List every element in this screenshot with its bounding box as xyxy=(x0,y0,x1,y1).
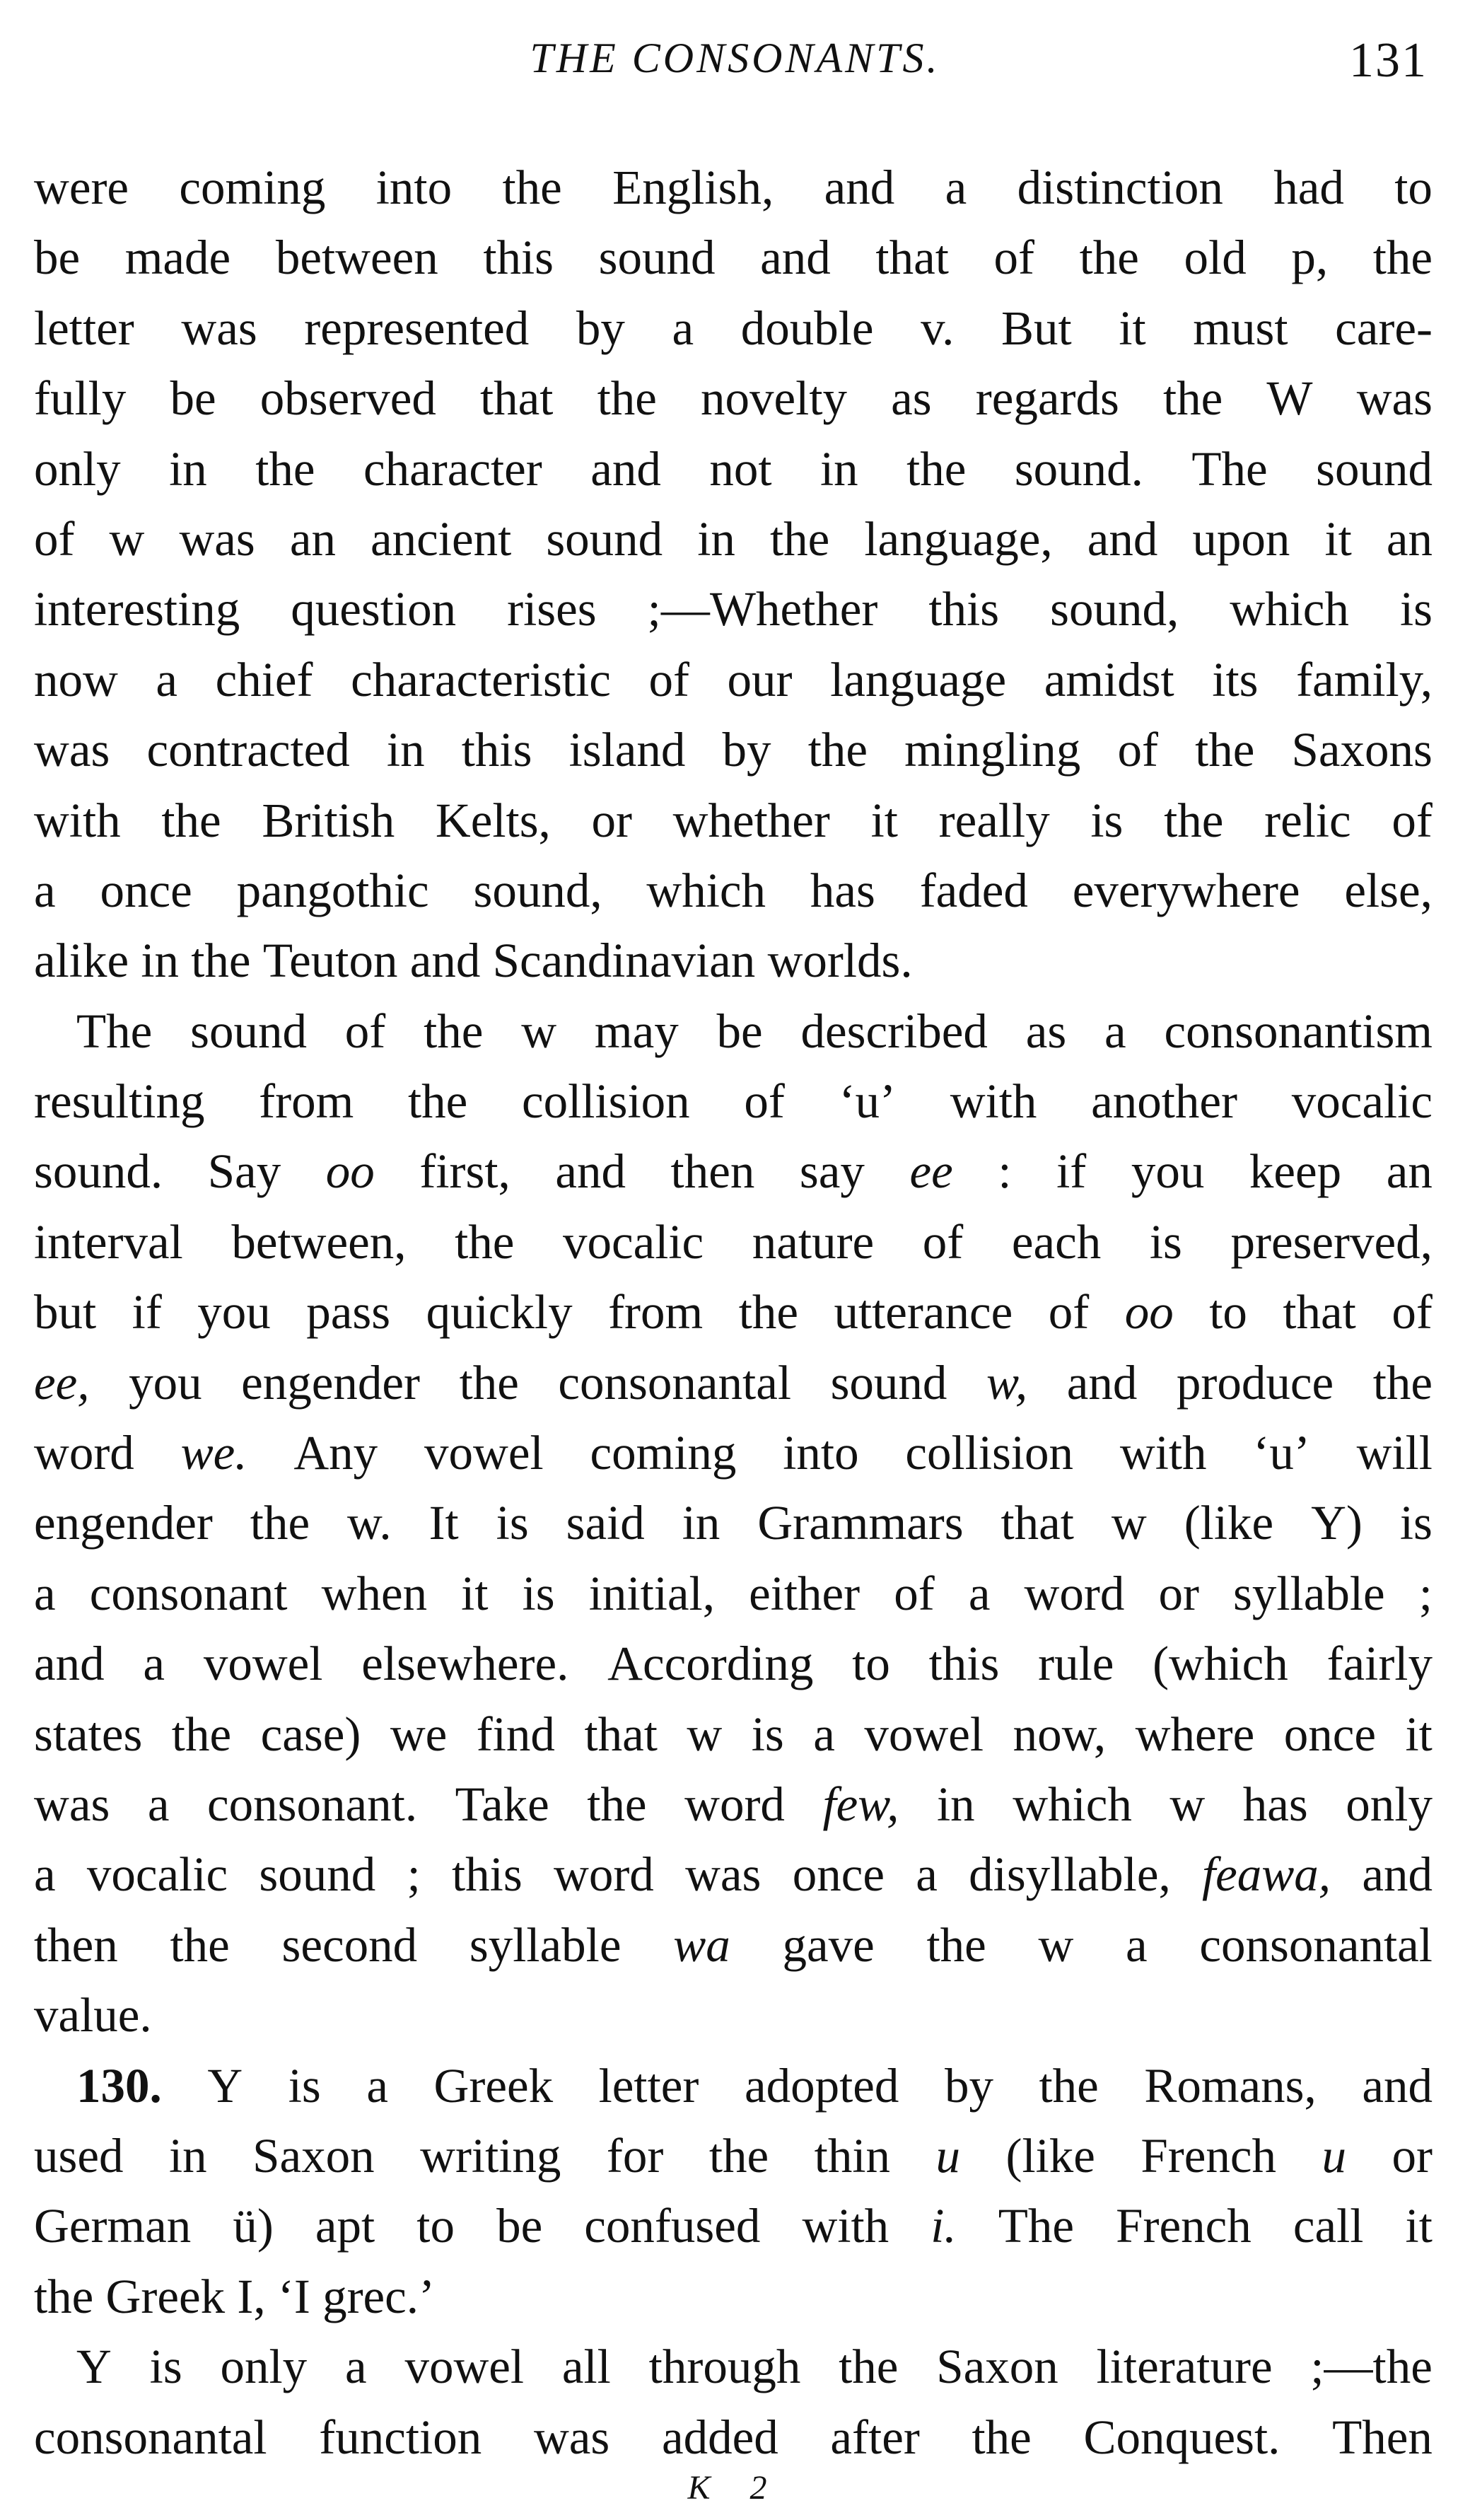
text-line: a consonant when it is initial, either of a word or syllable ; xyxy=(34,1566,1433,1620)
text-line: the Greek I, ‘I grec.’ xyxy=(34,2269,436,2323)
text-line: German ü) apt to be confused with i. The French call it xyxy=(34,2199,1433,2253)
page-header xyxy=(0,34,1470,105)
text-line: a vocalic sound ; this word was once a disyllable, feawa, and xyxy=(34,1847,1433,1902)
text-line: ee, you engender the consonantal sound w, and produce the xyxy=(34,1355,1433,1410)
text-line: was a consonant. Take the word few, in which w has only xyxy=(34,1777,1433,1831)
text-line: Y is only a vowel all through the Saxon literature ;—the xyxy=(76,2340,1433,2394)
page-number: 131 xyxy=(1349,33,1428,88)
running-title: THE CONSONANTS. xyxy=(530,35,940,81)
text-line: The sound of the w may be described as a consonantism xyxy=(76,1004,1433,1058)
signature-mark: K 2 xyxy=(687,2469,783,2507)
body-text xyxy=(34,153,1433,2473)
text-line: states the case) we find that w is a vowel now, where once it xyxy=(34,1707,1433,1761)
text-line: but if you pass quickly from the utterance of oo to that of xyxy=(34,1285,1433,1340)
text-line: consonantal function was added after the Conquest. Then xyxy=(34,2410,1433,2464)
text-line: and a vowel elsewhere. According to this rule (which fairly xyxy=(34,1637,1433,1691)
text-line: fully be observed that the novelty as regards the W was xyxy=(34,371,1433,426)
text-line: interesting question rises ;—Whether this sound, which is xyxy=(34,582,1433,637)
text-line: only in the character and not in the sound. The sound xyxy=(34,441,1433,496)
text-line: interval between, the vocalic nature of each is preserved, xyxy=(34,1214,1433,1269)
text-line: resulting from the collision of ‘u’ with another vocalic xyxy=(34,1074,1433,1129)
text-line: then the second syllable wa gave the w a consonantal xyxy=(34,1917,1433,1972)
text-line: engender the w. It is said in Grammars that w (like Y) is xyxy=(34,1496,1433,1550)
text-line: were coming into the English, and a distinction had to xyxy=(34,161,1433,214)
text-line: be made between this sound and that of the old p, the xyxy=(34,231,1433,285)
text-line: with the British Kelts, or whether it really is the relic of xyxy=(34,793,1433,847)
text-line: value. xyxy=(34,1988,152,2043)
text-line: now a chief characteristic of our language amidst its family, xyxy=(34,652,1433,707)
text-line: was contracted in this island by the mingling of the Saxons xyxy=(34,723,1433,777)
text-line: a once pangothic sound, which has faded everywhere else, xyxy=(34,863,1433,917)
text-line: of w was an ancient sound in the language, and upon it an xyxy=(34,511,1433,566)
text-line: letter was represented by a double v. But it must care- xyxy=(34,301,1433,355)
text-line: alike in the Teuton and Scandinavian worlds. xyxy=(34,934,913,988)
text-line: used in Saxon writing for the thin u (like French u or xyxy=(34,2128,1433,2183)
text-line: 130. Y is a Greek letter adopted by the Romans, and xyxy=(76,2058,1433,2113)
text-line: word we. Any vowel coming into collision with ‘u’ will xyxy=(34,1426,1433,1480)
text-line: sound. Say oo first, and then say ee : if you keep an xyxy=(34,1144,1433,1199)
